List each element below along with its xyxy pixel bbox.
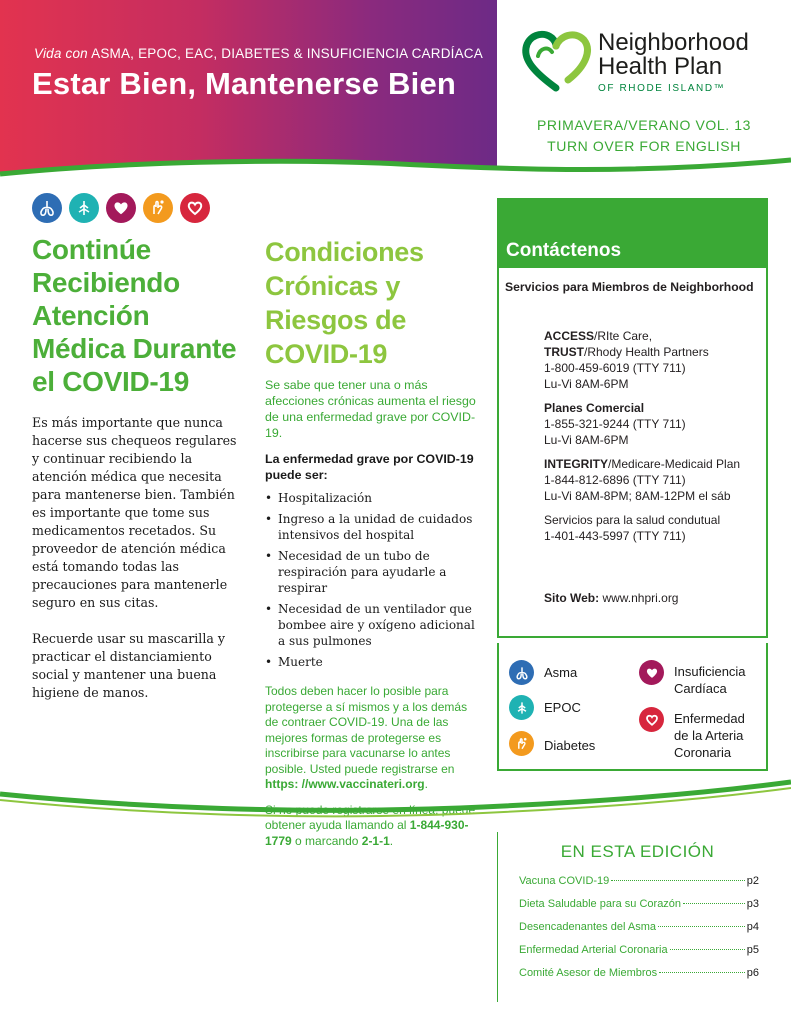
- contact-integrity-block: INTEGRITY/Medicare-Medicaid Plan 1-844-812-6896 (TTY 711) Lu-Vi 8AM-8PM; 8AM-12PM el sáb: [544, 457, 741, 503]
- page-title: Estar Bien, Mantenerse Bien: [32, 66, 457, 101]
- heart-ring-icon: [180, 193, 210, 223]
- vaccine-link[interactable]: https: //www.vaccinateri.org: [265, 777, 425, 791]
- article1-paragraph: Es más importante que nunca hacerse sus chequeos regulares y continuar recibiendo la atención médica que necesita para mantenerse bien. También es importante que tome sus medicamentos recetados. Su proveedor de atención médica está tomando todas las precauciones para mantenerle seguro en sus citas.: [32, 415, 237, 610]
- legend-arteria: Enfermedad de la Arteria Coronaria: [639, 707, 745, 761]
- list-item: • Necesidad de un tubo de respiración para ayudarle a respirar: [265, 548, 483, 596]
- header-banner: [0, 0, 497, 175]
- phone-number[interactable]: 1-844-812-6896 (TTY 711): [544, 473, 686, 487]
- airways-icon: [69, 193, 99, 223]
- logo-line3: OF RHODE ISLAND™: [598, 83, 726, 94]
- contact-behavioral-block: Servicios para la salud condutual 1-401-443-5997 (TTY 711): [544, 513, 721, 543]
- toc-item[interactable]: Vacuna COVID-19 p2: [519, 875, 759, 887]
- bottom-wave: [0, 770, 791, 820]
- website-link[interactable]: www.nhpri.org: [602, 591, 679, 605]
- logo-line2: Health Plan: [598, 53, 723, 80]
- article1-title: Continúe Recibiendo Atención Médica Durante el COVID-19: [32, 234, 237, 397]
- vaccine-paragraph: Todos deben hacer lo posible para protegerse a sí mismos y a los demás de contraer COVID-19. Una de las mejores formas de protegerse es inscribirse para vacunarse lo antes posible. Usted puede registrarse en https: //www.vaccinateri.org.: [265, 684, 468, 791]
- phone-number[interactable]: 1-855-321-9244 (TTY 711): [544, 417, 686, 431]
- legend-diabetes: Diabetes: [509, 731, 595, 756]
- toc-item[interactable]: Dieta Saludable para su Corazón p3: [519, 898, 759, 910]
- logo-heart-icon: [520, 26, 592, 98]
- phone-number[interactable]: 1-800-459-6019 (TTY 711): [544, 361, 686, 375]
- list-item: • Necesidad de un ventilador que bombee aire y oxígeno adicional a sus pulmones: [265, 601, 483, 649]
- toc-item[interactable]: Comité Asesor de Miembros p6: [519, 967, 759, 979]
- risk-list: [265, 490, 483, 670]
- logo: [520, 26, 770, 106]
- contact-comercial-block: Planes Comercial 1-855-321-9244 (TTY 711) Lu-Vi 8AM-6PM: [544, 401, 686, 447]
- list-item: • Ingreso a la unidad de cuidados intensivos del hospital: [265, 511, 483, 543]
- article-chronic-conditions: [265, 235, 483, 849]
- diabetes-hand-icon: [143, 193, 173, 223]
- hours: Lu-Vi 8AM-6PM: [544, 377, 629, 391]
- diabetes-hand-icon: [509, 731, 534, 756]
- condition-icons: [32, 193, 210, 223]
- article2-title: Condiciones Crónicas y Riesgos de COVID-19: [265, 237, 424, 369]
- turn-over-label: TURN OVER FOR ENGLISH: [547, 138, 741, 154]
- article1-paragraph-2: Recuerde usar su mascarilla y practicar el distanciamiento social y mantener una buena higiene de manos.: [32, 631, 225, 700]
- toc-item[interactable]: Desencadenantes del Asma p4: [519, 921, 759, 933]
- article2-intro: Se sabe que tener una o más afecciones crónicas aumenta el riesgo de una enfermedad grave por COVID-19.: [265, 378, 476, 440]
- toc-title: EN ESTA EDICIÓN: [560, 842, 715, 861]
- header-tagline: Vida con ASMA, EPOC, EAC, DIABETES & INSUFICIENCIA CARDÍACA: [34, 46, 483, 61]
- airways-icon: [509, 695, 534, 720]
- legend-epoc: EPOC: [509, 695, 581, 720]
- article-continue-care: [32, 233, 242, 702]
- contact-title: Contáctenos: [499, 200, 766, 268]
- volume-label: PRIMAVERA/VERANO VOL. 13: [536, 117, 752, 133]
- legend-insuficiencia: Insuficiencia Cardíaca: [639, 660, 746, 697]
- logo-line1: Neighborhood: [598, 29, 749, 56]
- article2-lead: La enfermedad grave por COVID-19 puede ser:: [265, 452, 474, 482]
- table-of-contents: [497, 832, 767, 1002]
- hours: Lu-Vi 8AM-8PM; 8AM-12PM el sáb: [544, 489, 731, 503]
- contact-access-block: ACCESS/RIte Care, TRUST/Rhody Health Partners 1-800-459-6019 (TTY 711) Lu-Vi 8AM-6PM: [544, 329, 709, 391]
- phone-number[interactable]: 1-401-443-5997 (TTY 711): [544, 529, 686, 543]
- contact-box: [497, 198, 768, 638]
- hours: Lu-Vi 8AM-6PM: [544, 433, 629, 447]
- lungs-icon: [509, 660, 534, 685]
- heart-icon: [639, 660, 664, 685]
- list-item: • Muerte: [265, 654, 483, 670]
- heart-icon: [106, 193, 136, 223]
- contact-subtitle: Servicios para Miembros de Neighborhood: [505, 280, 754, 294]
- heart-ring-icon: [639, 707, 664, 732]
- toc-item[interactable]: Enfermedad Arterial Coronaria p5: [519, 944, 759, 956]
- help-phone[interactable]: 1-844-930-1779: [265, 818, 469, 848]
- help-code: 2-1-1: [361, 833, 390, 848]
- lungs-icon: [32, 193, 62, 223]
- contact-website: Sito Web: www.nhpri.org: [544, 591, 679, 605]
- list-item: • Hospitalización: [265, 490, 483, 506]
- condition-legend: [497, 643, 768, 771]
- help-paragraph: Si no puede registrarse en línea, puede obtener ayuda llamando al 1-844-930-1779 o marcando 2-1-1.: [265, 802, 476, 848]
- legend-asma: Asma: [509, 660, 577, 685]
